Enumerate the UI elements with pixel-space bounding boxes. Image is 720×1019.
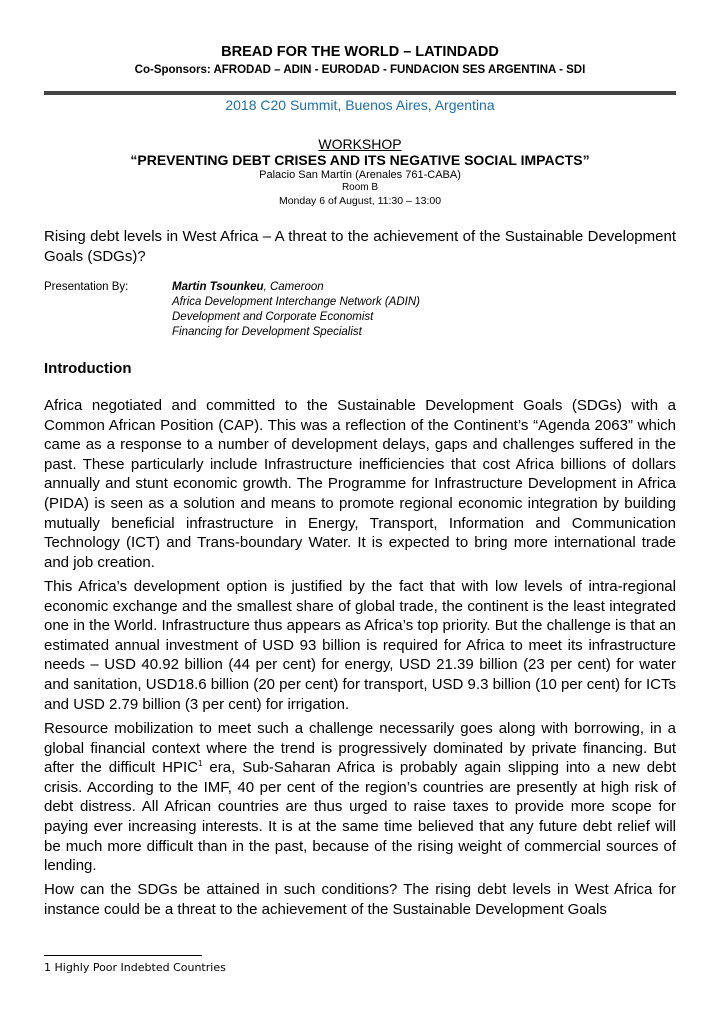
footnote-reference: 1 — [198, 759, 203, 769]
paragraph-3 — [44, 719, 676, 876]
presentation-topic: Rising debt levels in West Africa – A threat to the achievement of the Sustainable Development Goals (SDGs)? — [44, 228, 676, 265]
workshop-datetime: Monday 6 of August, 11:30 – 13:00 — [278, 195, 442, 207]
paragraph-3-part-1: Resource mobilization to meet such a challenge necessarily goes along with borrowing, in a global financial context where the trend is progressively dominated by private financing. But after the difficult HPIC — [44, 720, 676, 777]
workshop-title: “PREVENTING DEBT CRISES AND ITS NEGATIVE SOCIAL IMPACTS” — [130, 152, 590, 168]
workshop-venue: Palacio San Martín (Arenales 761-CABA) — [259, 169, 461, 181]
footnote-divider — [44, 955, 202, 956]
presenter-country: , Cameroon — [263, 281, 324, 293]
organizer-heading: BREAD FOR THE WORLD – LATINDADD — [221, 44, 499, 60]
paragraph-2: This Africa’s development option is justified by the fact that with low levels of intra-regional economic exchange and the smallest share of global trade, the continent is the least integrated one in the World. Infrastructure thus appears as Africa’s top priority. But the challenge is that an estimated annual investment of USD 93 billion is required for Africa to meet its infrastructure needs – USD 40.92 billion (44 per cent) for energy, USD 21.39 billion (23 per cent) for water and sanitation, USD18.6 billion (20 per cent) for transport, USD 9.3 billion (10 per cent) for ICTs and USD 2.79 billion (3 per cent) for irrigation. — [44, 578, 676, 713]
footnote: 1 Highly Poor Indebted Countries — [44, 961, 226, 974]
presenter-name: Martin Tsounkeu — [172, 281, 264, 293]
workshop-label: WORKSHOP — [318, 136, 402, 152]
paragraph-3-part-2: era, Sub-Saharan Africa is probably again slipping into a new debt crisis. According to the IMF, 40 per cent of the region’s countries are presently at high risk of debt distress. All African countries are thus urged to raise taxes to provide more scope for paying ever increasing interests. It is at the same time believed that any future debt relief will be much more difficult than in the past, because of the rising weight of commercial sources of lending. — [44, 759, 677, 875]
paragraph-1: Africa negotiated and committed to the Sustainable Development Goals (SDGs) with a Common African Position (CAP). This was a reflection of the Continent’s “Agenda 2063” which came as a response to a number of development delays, gaps and challenges suffered in the past. These particularly include Infrastructure inefficiencies that cost Africa billions of dollars annually and stunt economic growth. The Programme for Infrastructure Development in Africa (PIDA) is seen as a solution and means to promote regional economic integration by building mutually beneficial infrastructure in Energy, Transport, Information and Communication Technology (ICT) and Trans-boundary Water. It is expected to bring more international trade and job creation. — [44, 397, 676, 571]
cosponsors-line: Co-Sponsors: AFRODAD – ADIN - EURODAD - FUNDACION SES ARGENTINA - SDI — [134, 64, 586, 76]
paragraph-4: How can the SDGs be attained in such conditions? The rising debt levels in West Africa for instance could be a threat to the achievement of the Sustainable Development Goals — [44, 881, 676, 918]
presenter-organization: Africa Development Interchange Network (ADIN) — [172, 296, 420, 308]
summit-title: 2018 C20 Summit, Buenos Aires, Argentina — [225, 97, 495, 113]
introduction-heading: Introduction — [44, 360, 132, 377]
header-divider — [44, 91, 676, 95]
presenter-label: Presentation By: — [44, 281, 129, 293]
workshop-room: Room B — [341, 182, 379, 193]
presenter-specialty: Financing for Development Specialist — [172, 326, 362, 338]
presenter-role: Development and Corporate Economist — [172, 311, 374, 323]
